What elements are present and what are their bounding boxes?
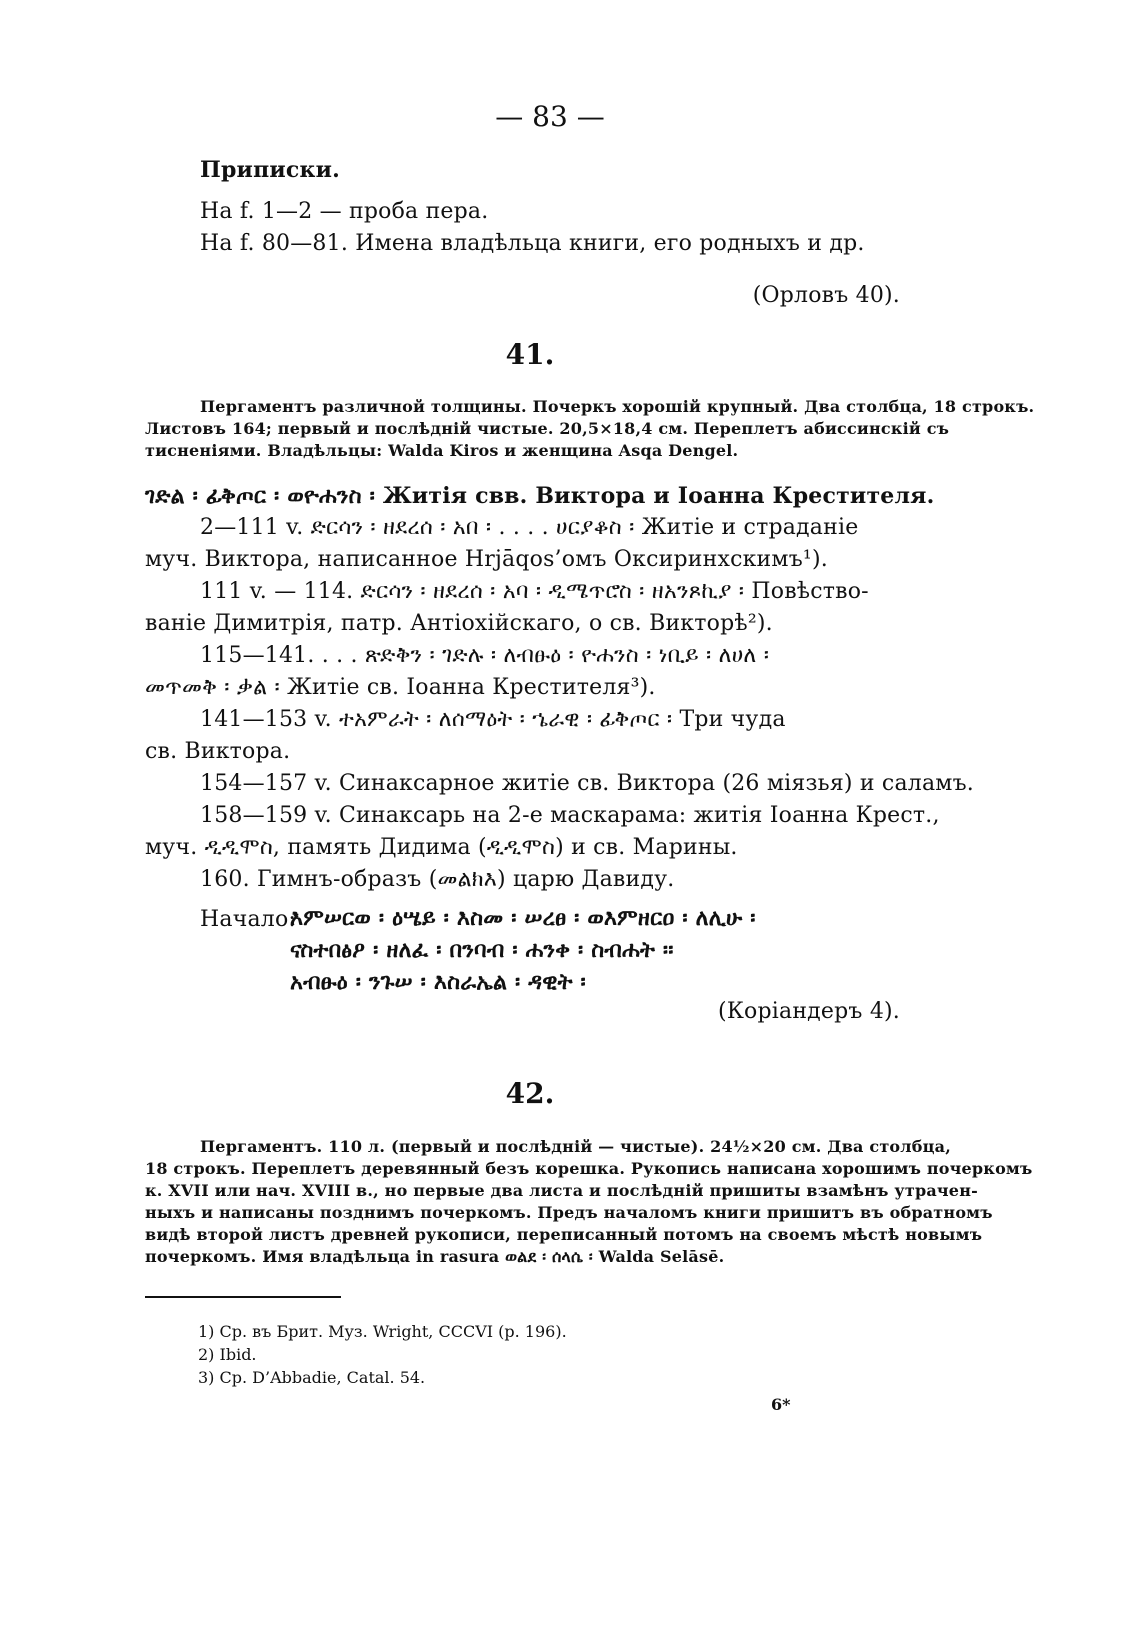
entry-41-contents-line: ваніе Димитрія, патр. Антіохійскаго, о св. Викторѣ²). bbox=[145, 611, 773, 636]
entry-41-contents-line: መጥመቅ ፡ ቃል ፡ Житіе св. Іоанна Крестителя³). bbox=[145, 675, 656, 700]
header-line: На f. 80—81. Имена владѣльца книги, его родныхъ и др. bbox=[200, 231, 865, 256]
entry-42-description-line: ныхъ и написаны позднимъ почеркомъ. Предъ началомъ книги пришитъ въ обратномъ bbox=[145, 1203, 993, 1222]
entry-41-contents-line: 111 v. — 114. ድርሳን ፡ ዘደረሰ ፡ አባ ፡ ዲሜጥሮስ ፡ ዘአንጾኪያ ፡ Повѣство- bbox=[200, 579, 869, 604]
entry-41-contents-line: 158—159 v. Синаксарь на 2-е маскарама: житія Іоанна Крест., bbox=[200, 803, 940, 828]
header-line: На f. 1—2 — проба пера. bbox=[200, 199, 489, 224]
entry-41-contents-line: 160. Гимнъ-образъ (መልክእ) царю Давиду. bbox=[200, 867, 675, 892]
entry-41-contents-line: 2—111 v. ድርሳን ፡ ዘደረሰ ፡ አበ ፡ . . . . ሀርያቆስ ፡ Житіе и страданіе bbox=[200, 515, 859, 540]
entry-41-contents-line: 141—153 v. ተአምራት ፡ ለሰማዕት ፡ ኄራዊ ፡ ፊቅጦር ፡ Три чуда bbox=[200, 707, 786, 732]
entry-42-description-line: Пергаментъ. 110 л. (первый и послѣдній — чистые). 24½×20 см. Два столбца, bbox=[200, 1137, 952, 1156]
entry-41-incipit-line: አብፁዕ ፡ ንጉሠ ፡ እስራኤል ፡ ዳዊት ፡ bbox=[290, 969, 586, 995]
footnote: 1) Ср. въ Брит. Муз. Wright, CCCVI (р. 196). bbox=[198, 1322, 567, 1341]
entry-41-contents-line: 115—141. . . . ጽድቅን ፡ ገድሉ ፡ ለብፁዕ ፡ ዮሐንስ ፡ ነቢይ ፡ ለሀለ ፡ bbox=[200, 643, 770, 668]
entry-41-incipit-line: እምሠርወ ፡ ዕሤይ ፡ እስመ ፡ ሠረፀ ፡ ወእምዘርዐ ፡ ለሊሁ ፡ bbox=[290, 905, 756, 931]
entry-41-contents-line: 154—157 v. Синаксарное житіе св. Виктора (26 міязья) и саламъ. bbox=[200, 771, 974, 796]
signature-mark: 6* bbox=[771, 1395, 791, 1414]
header-reference: (Орловъ 40). bbox=[752, 283, 900, 308]
entry-41-incipit-line: ናስተበፅዖ ፡ ዘለፈ ፡ በንባብ ፡ ሐንቀ ፡ ስብሐት ፡፡ bbox=[290, 937, 674, 963]
footnote-separator bbox=[145, 1296, 341, 1298]
entry-41-incipit-label: Начало: bbox=[200, 907, 296, 932]
page-number: — 83 — bbox=[495, 100, 605, 133]
entry-41-contents-line: муч. ዲዲሞስ, память Дидима (ዲዲሞስ) и св. Марины. bbox=[145, 835, 738, 860]
entry-42-description-line: почеркомъ. Имя владѣльца in rasura ወልደ ፡ ሰላሴ ፡ Walda Selāsē. bbox=[145, 1247, 725, 1266]
entry-42-description-line: 18 строкъ. Переплетъ деревянный безъ корешка. Рукопись написана хорошимъ почеркомъ bbox=[145, 1159, 1033, 1178]
entry-42-number: 42. bbox=[505, 1077, 555, 1110]
entry-41-description-line: Листовъ 164; первый и послѣдній чистые. 20,5×18,4 см. Переплетъ абиссинскій съ bbox=[145, 419, 950, 438]
subheading-pripiski: Приписки. bbox=[200, 157, 340, 183]
entry-41-title-line: ገድል ፡ ፊቅጦር ፡ ወዮሐንስ ፡ Житія свв. Виктора и Іоанна Крестителя. bbox=[145, 483, 935, 509]
footnote: 2) Ibid. bbox=[198, 1345, 257, 1364]
entry-42-description-line: к. XVII или нач. XVIII в., но первые два листа и послѣдній пришиты взамѣнъ утрачен- bbox=[145, 1181, 978, 1200]
entry-41-contents-line: св. Виктора. bbox=[145, 739, 291, 764]
entry-41-number: 41. bbox=[505, 338, 555, 371]
entry-41-description-line: Пергаментъ различной толщины. Почеркъ хорошій крупный. Два столбца, 18 строкъ. bbox=[200, 397, 1035, 416]
entry-41-contents-line: муч. Виктора, написанное Hrjāqos’омъ Оксиринхскимъ¹). bbox=[145, 547, 828, 572]
entry-42-description-line: видѣ второй листъ древней рукописи, переписанный потомъ на своемъ мѣстѣ новымъ bbox=[145, 1225, 983, 1244]
entry-41-reference: (Коріандеръ 4). bbox=[718, 999, 900, 1024]
footnote: 3) Ср. D’Abbadie, Catal. 54. bbox=[198, 1368, 426, 1387]
entry-41-description-line: тисненіями. Владѣльцы: Walda Kiros и женщина Asqa Dengel. bbox=[145, 441, 739, 460]
